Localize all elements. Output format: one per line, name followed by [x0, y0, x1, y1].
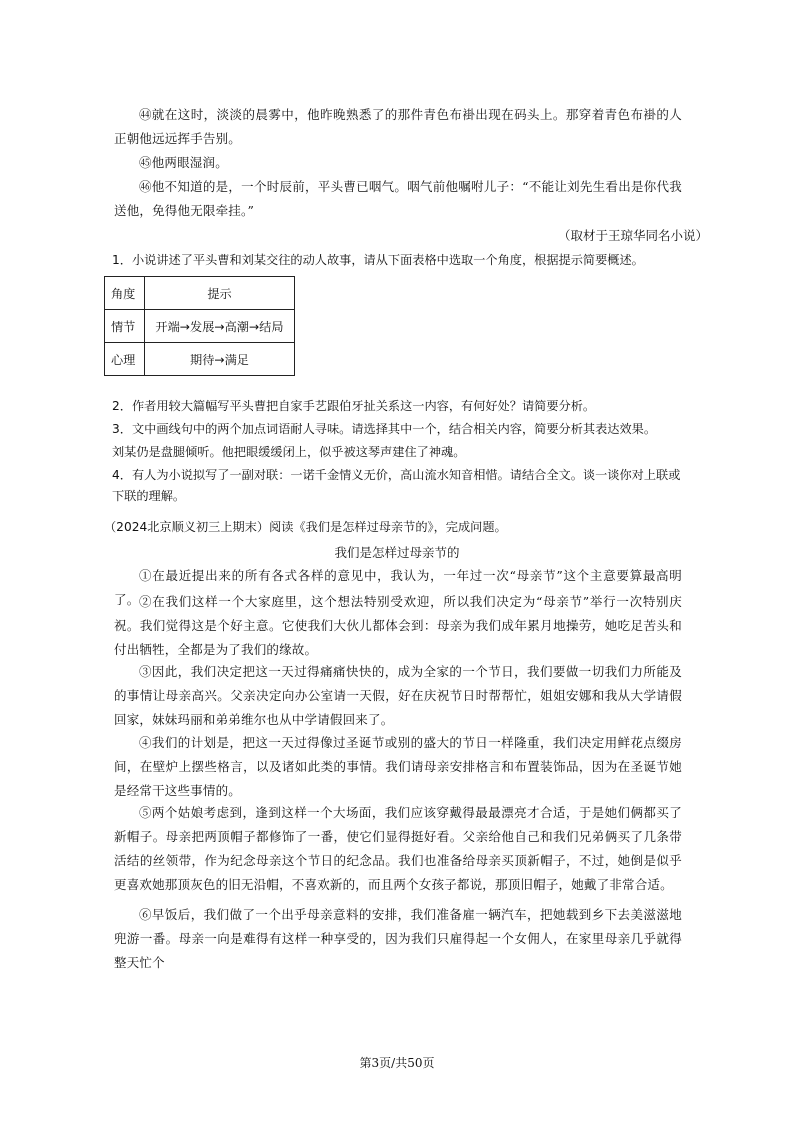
story-paragraph-45: ㊺他两眼湿润。 [139, 155, 228, 170]
row-hint: 期待→满足 [145, 343, 295, 376]
question-3-quote: 刘某仍是盘腿倾听。他把眼缓缓闭上，似乎被这琴声建住了神魂。 [112, 445, 466, 459]
passage-paragraph-2: ②在我们这样一个大家庭里，这个想法特别受欢迎，所以我们决定为“母亲节”举行一次特别庆祝。我们觉得这是个好主意。它使我们大伙儿都体会到：母亲为我们成年累月地操劳，她吃足苦头和付出牺牲，全都是为了我们的缘故。 [114, 594, 682, 657]
passage-paragraph-6: ⑥早饭后，我们做了一个出乎母亲意料的安排，我们准备雇一辆汽车，把她载到乡下去美滋滋地兜游一番。母亲一向是难得有这样一种享受的，因为我们只雇得起一个女佣人，在家里母亲几乎就得整天忙个 [114, 907, 682, 970]
table-row [105, 343, 295, 376]
table-row [105, 310, 295, 343]
hint-table [104, 276, 295, 376]
source-citation: （取材于王琼华同名小说） [557, 228, 708, 243]
story-paragraph-46: ㊻他不知道的是，一个时辰前，平头曹已咽气。咽气前他嘱咐儿子：“不能让刘先生看出是你代我送他，免得他无限牵挂。” [114, 179, 682, 218]
header-angle: 角度 [105, 277, 145, 310]
passage-paragraph-1: ①在最近提出来的所有各式各样的意见中，我认为，一年过一次“母亲节”这个主意要算最高明了。 [114, 568, 682, 607]
question-1: 1．小说讲述了平头曹和刘某交往的动人故事，请从下面表格中选取一个角度，根据提示简要概述。 [112, 253, 644, 267]
question-2: 2．作者用较大篇幅写平头曹把自家手艺跟伯牙扯关系这一内容，有何好处？请简要分析。 [112, 399, 596, 413]
table-header-row [105, 277, 295, 310]
passage-title: 我们是怎样过母亲节的 [334, 545, 460, 560]
passage-paragraph-3: ③因此，我们决定把这一天过得痛痛快快的，成为全家的一个节日，我们要做一切我们力所能及的事情让母亲高兴。父亲决定向办公室请一天假，好在庆祝节日时帮帮忙，姐姐安娜和我从大学请假回家，妹妹玛丽和弟弟维尔也从中学请假回来了。 [114, 664, 682, 727]
question-4: 4．有人为小说拟写了一副对联：一诺千金情义无价，高山流水知音相惜。请结合全文。谈一谈你对上联或下联的理解。 [112, 468, 681, 503]
passage-paragraph-5: ⑤两个姑娘考虑到，逢到这样一个大场面，我们应该穿戴得最最漂亮才合适，于是她们俩都买了新帽子。母亲把两顶帽子都修饰了一番，使它们显得挺好看。父亲给他自己和我们兄弟俩买了几条带活结的丝领带，作为纪念母亲这个节日的纪念品。我们也准备给母亲买顶新帽子，不过，她倒是似乎更喜欢她那顶灰色的旧无沿帽，不喜欢新的，而且两个女孩子都说，那顶旧帽子，她戴了非常合适。 [114, 805, 682, 892]
row-angle: 心理 [105, 343, 145, 376]
passage-paragraph-4: ④我们的计划是，把这一天过得像过圣诞节或别的盛大的节日一样隆重，我们决定用鲜花点缀房间，在壁炉上摆些格言，以及诸如此类的事情。我们请母亲安排格言和布置装饰品，因为在圣诞节她是经常干这些事情的。 [114, 735, 682, 798]
page-footer: 第3页/共50页 [359, 1056, 435, 1070]
row-angle: 情节 [105, 310, 145, 343]
passage-intro: （2024北京顺义初三上期末）阅读《我们是怎样过母亲节的》，完成问题。 [104, 520, 507, 534]
row-hint: 开端→发展→高潮→结局 [145, 310, 295, 343]
story-paragraph-44: ㊹就在这时，淡淡的晨雾中，他昨晚熟悉了的那件青色布褂出现在码头上。那穿着青色布褂的人正朝他远远挥手告别。 [114, 107, 682, 146]
question-3: 3．文中画线句中的两个加点词语耐人寻味。请选择其中一个，结合相关内容，简要分析其表达效果。 [112, 422, 657, 436]
header-hint: 提示 [145, 277, 295, 310]
